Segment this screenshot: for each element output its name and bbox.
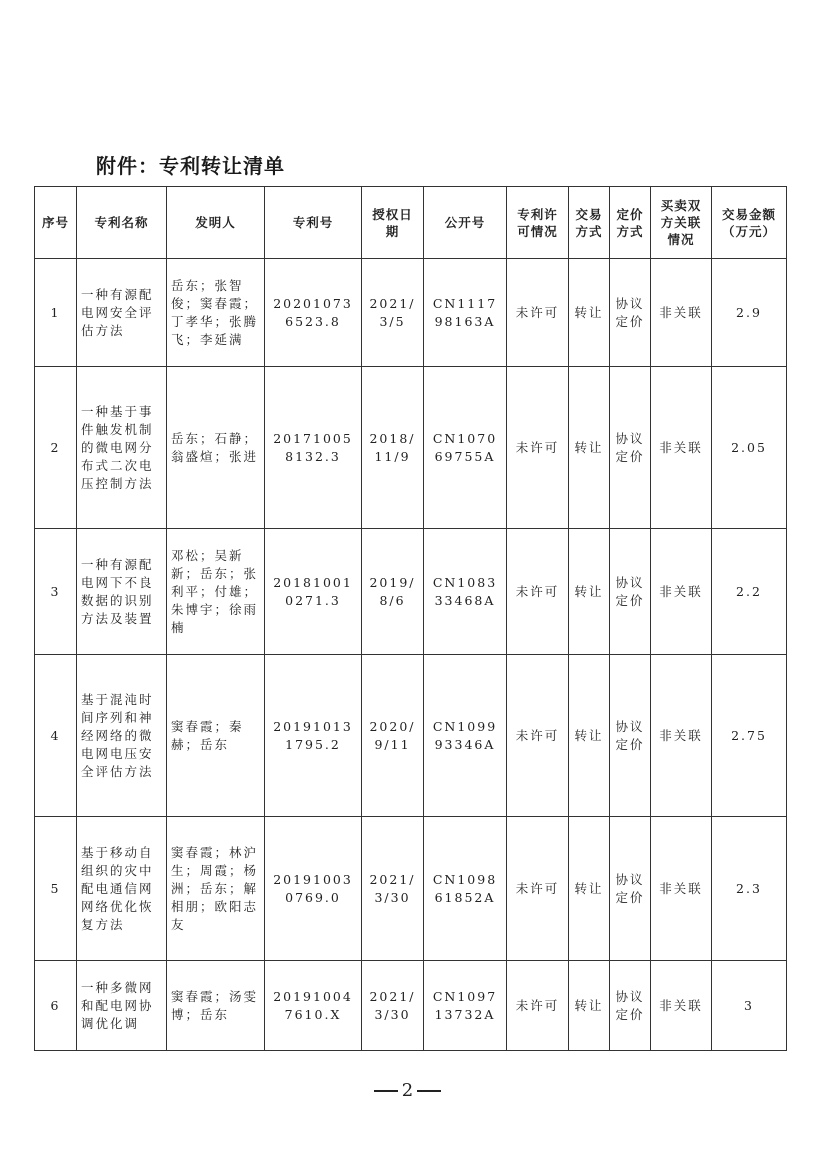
cell-trade-mode: 转让	[569, 961, 610, 1051]
cell-license-status: 未许可	[507, 655, 569, 817]
cell-trade-mode: 转让	[569, 529, 610, 655]
header-pricing-mode: 定价方式	[610, 187, 651, 259]
header-patent-number: 专利号	[265, 187, 362, 259]
cell-inventors: 窦春霞；林沪生；周霞；杨洲；岳东；解相朋；欧阳志友	[167, 817, 265, 961]
cell-grant-date: 2019/8/6	[362, 529, 424, 655]
cell-amount: 2.05	[712, 367, 787, 529]
cell-pricing-mode: 协议定价	[610, 817, 651, 961]
cell-seq: 6	[35, 961, 77, 1051]
header-trade-mode: 交易方式	[569, 187, 610, 259]
cell-license-status: 未许可	[507, 961, 569, 1051]
cell-inventors: 窦春霞；汤雯博；岳东	[167, 961, 265, 1051]
cell-grant-date: 2020/9/11	[362, 655, 424, 817]
header-patent-name: 专利名称	[77, 187, 167, 259]
page-number: 2	[401, 1080, 414, 1101]
cell-license-status: 未许可	[507, 367, 569, 529]
header-license-status: 专利许可情况	[507, 187, 569, 259]
header-grant-date: 授权日期	[362, 187, 424, 259]
cell-patent-number: 201710058132.3	[265, 367, 362, 529]
footer-dash-right	[417, 1090, 441, 1092]
table-row	[35, 259, 787, 367]
table-row	[35, 961, 787, 1051]
cell-pricing-mode: 协议定价	[610, 529, 651, 655]
cell-amount: 2.2	[712, 529, 787, 655]
cell-inventors: 岳东；张智俊；窦春霞；丁孝华；张腾飞；李延满	[167, 259, 265, 367]
cell-pricing-mode: 协议定价	[610, 655, 651, 817]
cell-trade-mode: 转让	[569, 367, 610, 529]
cell-patent-name: 一种基于事件触发机制的微电网分布式二次电压控制方法	[77, 367, 167, 529]
cell-publication-number: CN111798163A	[424, 259, 507, 367]
cell-inventors: 岳东；石静；翁盛煊；张进	[167, 367, 265, 529]
cell-seq: 3	[35, 529, 77, 655]
cell-patent-name: 基于混沌时间序列和神经网络的微电网电压安全评估方法	[77, 655, 167, 817]
page-footer	[0, 1080, 815, 1101]
cell-patent-number: 201910047610.X	[265, 961, 362, 1051]
cell-grant-date: 2021/3/5	[362, 259, 424, 367]
cell-seq: 1	[35, 259, 77, 367]
header-publication-number: 公开号	[424, 187, 507, 259]
cell-pricing-mode: 协议定价	[610, 961, 651, 1051]
cell-relation: 非关联	[651, 817, 712, 961]
cell-seq: 5	[35, 817, 77, 961]
header-seq: 序号	[35, 187, 77, 259]
cell-license-status: 未许可	[507, 259, 569, 367]
cell-seq: 2	[35, 367, 77, 529]
cell-pricing-mode: 协议定价	[610, 259, 651, 367]
cell-relation: 非关联	[651, 529, 712, 655]
cell-license-status: 未许可	[507, 817, 569, 961]
table-header-row	[35, 187, 787, 259]
cell-inventors: 邓松；吴新新；岳东；张利平；付雄；朱博宇；徐雨楠	[167, 529, 265, 655]
cell-trade-mode: 转让	[569, 259, 610, 367]
cell-amount: 2.9	[712, 259, 787, 367]
cell-patent-name: 基于移动自组织的灾中配电通信网网络优化恢复方法	[77, 817, 167, 961]
cell-patent-name: 一种有源配电网安全评估方法	[77, 259, 167, 367]
table-row	[35, 817, 787, 961]
cell-patent-name: 一种有源配电网下不良数据的识别方法及装置	[77, 529, 167, 655]
cell-patent-number: 201910131795.2	[265, 655, 362, 817]
cell-publication-number: CN109993346A	[424, 655, 507, 817]
cell-relation: 非关联	[651, 961, 712, 1051]
footer-dash-left	[374, 1090, 398, 1092]
cell-license-status: 未许可	[507, 529, 569, 655]
patent-table	[34, 186, 787, 1051]
cell-trade-mode: 转让	[569, 655, 610, 817]
cell-grant-date: 2018/11/9	[362, 367, 424, 529]
table-row	[35, 367, 787, 529]
cell-publication-number: CN108333468A	[424, 529, 507, 655]
cell-trade-mode: 转让	[569, 817, 610, 961]
header-relation: 买卖双方关联情况	[651, 187, 712, 259]
cell-relation: 非关联	[651, 367, 712, 529]
cell-relation: 非关联	[651, 259, 712, 367]
cell-publication-number: CN109713732A	[424, 961, 507, 1051]
cell-patent-number: 201810010271.3	[265, 529, 362, 655]
table-row	[35, 529, 787, 655]
page-title: 附件：专利转让清单	[96, 154, 285, 178]
cell-grant-date: 2021/3/30	[362, 817, 424, 961]
cell-amount: 2.3	[712, 817, 787, 961]
cell-amount: 3	[712, 961, 787, 1051]
cell-relation: 非关联	[651, 655, 712, 817]
cell-inventors: 窦春霞；秦赫；岳东	[167, 655, 265, 817]
cell-patent-number: 201910030769.0	[265, 817, 362, 961]
table-row	[35, 655, 787, 817]
cell-pricing-mode: 协议定价	[610, 367, 651, 529]
cell-seq: 4	[35, 655, 77, 817]
cell-publication-number: CN107069755A	[424, 367, 507, 529]
cell-patent-name: 一种多微网和配电网协调优化调	[77, 961, 167, 1051]
cell-grant-date: 2021/3/30	[362, 961, 424, 1051]
header-amount: 交易金额（万元）	[712, 187, 787, 259]
header-inventors: 发明人	[167, 187, 265, 259]
cell-amount: 2.75	[712, 655, 787, 817]
cell-publication-number: CN109861852A	[424, 817, 507, 961]
cell-patent-number: 202010736523.8	[265, 259, 362, 367]
